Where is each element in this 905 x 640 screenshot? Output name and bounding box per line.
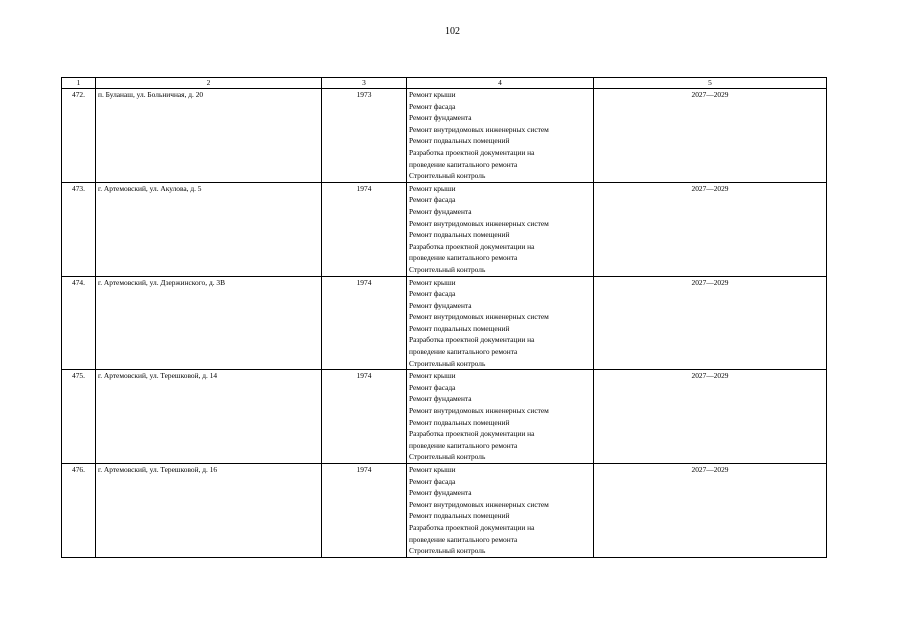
work-item: Ремонт фундамента <box>409 113 472 123</box>
work-item: Ремонт фасада <box>409 195 456 205</box>
page-number: 102 <box>445 26 460 37</box>
table-header-row <box>62 78 827 89</box>
work-item: проведение капитального ремонта <box>409 440 518 450</box>
row-address: г. Артемовский, ул. Терешковой, д. 16 <box>96 464 322 558</box>
row-works <box>407 89 594 183</box>
row-number: 474. <box>62 276 96 370</box>
work-item: Ремонт фундамента <box>409 300 472 310</box>
row-address: г. Артемовский, ул. Терешковой, д. 14 <box>96 370 322 464</box>
work-item: Ремонт фундамента <box>409 206 472 216</box>
header-col-5: 5 <box>594 78 827 89</box>
row-works <box>407 464 594 558</box>
row-year: 1974 <box>322 464 407 558</box>
work-item: Ремонт внутридомовых инженерных систем <box>409 499 549 509</box>
work-item: Ремонт внутридомовых инженерных систем <box>409 218 549 228</box>
row-year: 1974 <box>322 276 407 370</box>
work-item: Разработка проектной документации на <box>409 429 535 439</box>
work-item: Разработка проектной документации на <box>409 522 535 532</box>
row-period: 2027—2029 <box>594 464 827 558</box>
work-item: проведение капитального ремонта <box>409 534 518 544</box>
work-item: Ремонт внутридомовых инженерных систем <box>409 312 549 322</box>
work-item: Разработка проектной документации на <box>409 241 535 251</box>
work-item: Ремонт фундамента <box>409 488 472 498</box>
work-item: Ремонт внутридомовых инженерных систем <box>409 406 549 416</box>
work-item: Ремонт фасада <box>409 101 456 111</box>
work-item: Ремонт фасада <box>409 289 456 299</box>
header-col-1: 1 <box>62 78 96 89</box>
row-number: 473. <box>62 182 96 276</box>
work-item: Ремонт фасада <box>409 476 456 486</box>
work-item: Ремонт фасада <box>409 382 456 392</box>
row-period: 2027—2029 <box>594 276 827 370</box>
row-address: г. Артемовский, ул. Акулова, д. 5 <box>96 182 322 276</box>
table-row <box>62 370 827 464</box>
header-col-2: 2 <box>96 78 322 89</box>
row-works <box>407 182 594 276</box>
work-item: Ремонт крыши <box>409 465 456 474</box>
row-period: 2027—2029 <box>594 89 827 183</box>
row-year: 1974 <box>322 370 407 464</box>
row-address: г. Артемовский, ул. Дзержинского, д. 3В <box>96 276 322 370</box>
work-item: Строительный контроль <box>409 452 486 462</box>
work-item: Строительный контроль <box>409 546 486 556</box>
row-number: 472. <box>62 89 96 183</box>
row-works <box>407 276 594 370</box>
work-item: Ремонт крыши <box>409 277 456 287</box>
row-works <box>407 370 594 464</box>
capital-repair-table <box>61 77 827 558</box>
work-item: Ремонт крыши <box>409 90 456 99</box>
row-number: 475. <box>62 370 96 464</box>
row-period: 2027—2029 <box>594 370 827 464</box>
table-row <box>62 182 827 276</box>
work-item: Разработка проектной документации на <box>409 335 535 345</box>
work-item: Ремонт подвальных помещений <box>409 323 510 333</box>
row-year: 1974 <box>322 182 407 276</box>
work-item: Разработка проектной документации на <box>409 147 535 157</box>
header-col-4: 4 <box>407 78 594 89</box>
work-item: проведение капитального ремонта <box>409 253 518 263</box>
table-row <box>62 464 827 558</box>
table-row <box>62 276 827 370</box>
work-item: Ремонт подвальных помещений <box>409 511 510 521</box>
work-item: Ремонт подвальных помещений <box>409 136 510 146</box>
work-item: Ремонт фундамента <box>409 394 472 404</box>
row-period: 2027—2029 <box>594 182 827 276</box>
work-item: Ремонт крыши <box>409 183 456 193</box>
work-item: проведение капитального ремонта <box>409 347 518 357</box>
work-item: проведение капитального ремонта <box>409 159 518 169</box>
table-row <box>62 89 827 183</box>
work-item: Строительный контроль <box>409 264 486 274</box>
work-item: Ремонт внутридомовых инженерных систем <box>409 124 549 134</box>
header-col-3: 3 <box>322 78 407 89</box>
row-address: п. Буланаш, ул. Больничная, д. 20 <box>96 89 322 183</box>
work-item: Ремонт подвальных помещений <box>409 230 510 240</box>
row-number: 476. <box>62 464 96 558</box>
work-item: Ремонт подвальных помещений <box>409 417 510 427</box>
row-year: 1973 <box>322 89 407 183</box>
work-item: Строительный контроль <box>409 171 486 181</box>
work-item: Ремонт крыши <box>409 371 456 381</box>
work-item: Строительный контроль <box>409 358 486 368</box>
table-body <box>62 89 827 558</box>
